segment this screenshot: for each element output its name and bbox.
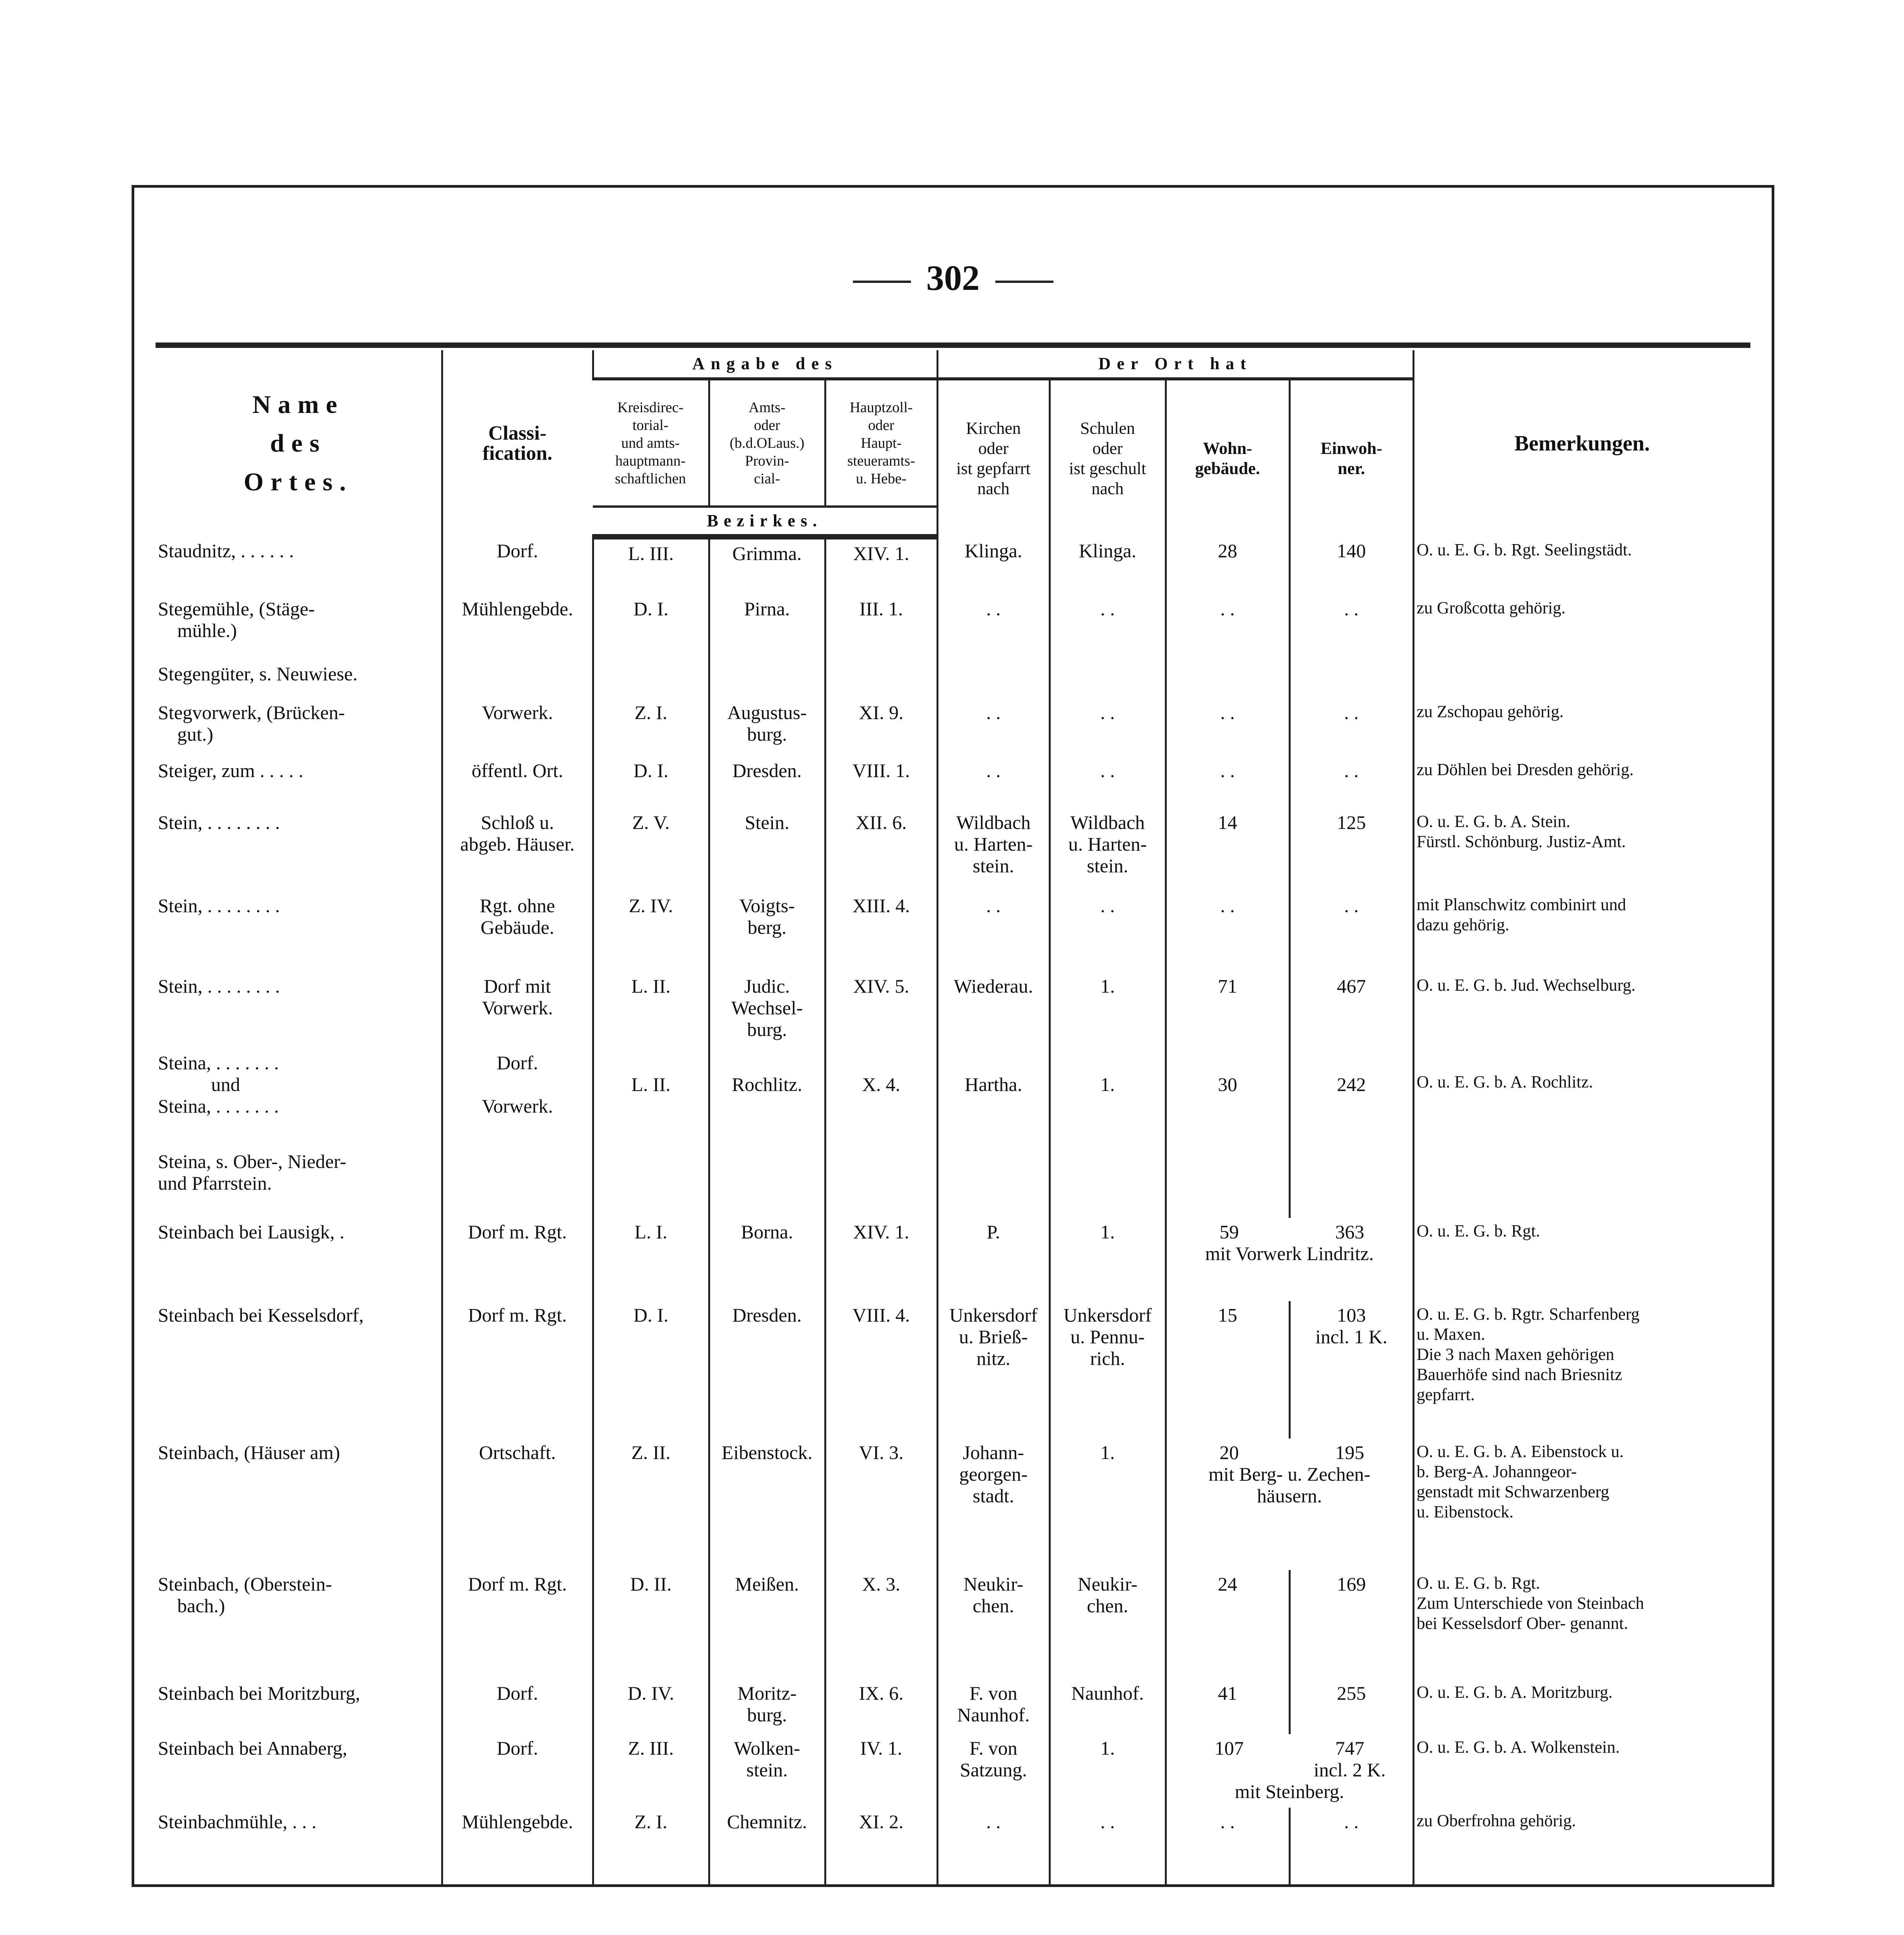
table-row — [156, 1438, 1750, 1570]
einwohner-value: 747 incl. 2 K. — [1313, 1737, 1386, 1781]
cell-einw: . . — [1289, 757, 1413, 808]
cell-einw: 169 — [1289, 1570, 1413, 1679]
cell-einw: . . — [1289, 595, 1413, 660]
cell-haupt: VI. 3. — [825, 1438, 937, 1570]
cell-cls: Ortschaft. — [442, 1438, 593, 1570]
page-number — [134, 257, 1772, 298]
cell-kirchen: . . — [937, 699, 1050, 757]
col-haupt: Hauptzoll- oder Haupt- steueramts- u. Hebe- — [825, 379, 937, 507]
cell-einw: . . — [1289, 892, 1413, 972]
cell-haupt: XI. 9. — [825, 699, 937, 757]
cell-wohn: . . — [1166, 757, 1289, 808]
cell-name: Steinbach bei Kesselsdorf, — [158, 1304, 364, 1326]
cell-einw: . . — [1289, 1808, 1413, 1884]
col-schulen: Schulen oder ist geschult nach — [1050, 379, 1166, 537]
cell-amts: Eibenstock. — [709, 1438, 825, 1570]
cell-bem: mit Planschwitz combinirt und dazu gehörig. — [1413, 892, 1750, 972]
cell-schulen: Wildbach u. Harten- stein. — [1050, 808, 1166, 892]
cell-schulen: . . — [1050, 595, 1166, 660]
table-row — [156, 1734, 1750, 1808]
cell-bem: O. u. E. G. b. A. Wolkenstein. — [1413, 1734, 1750, 1808]
col-kreis: Kreisdirec- torial- und amts- hauptmann- schaftlichen — [615, 399, 686, 487]
cell-haupt: IV. 1. — [825, 1734, 937, 1808]
cell-bem: O. u. E. G. b. A. Eibenstock u. b. Berg-A. Johanngeor- genstadt mit Schwarzenberg u. Eibenstock. — [1413, 1438, 1750, 1570]
cell-name: Steinbach bei Annaberg, — [158, 1737, 348, 1759]
cell-einw: . . — [1289, 699, 1413, 757]
cell-cls: Dorf. — [442, 537, 593, 595]
population-note: mit Berg- u. Zechen- häusern. — [1208, 1463, 1371, 1507]
cell-amts: Voigts- berg. — [709, 892, 825, 972]
cell-kirchen: Hartha. — [937, 1049, 1050, 1147]
cell-name: Steinbach bei Moritzburg, — [158, 1682, 360, 1704]
cell-cls: Dorf. Vorwerk. — [442, 1049, 593, 1147]
table-row — [156, 892, 1750, 972]
cell-name: Steina, . . . . . . . und Steina, . . . . . . . — [158, 1052, 279, 1117]
header-top-rule — [156, 342, 1750, 348]
wohngebaeude-value: 107 — [1214, 1737, 1244, 1759]
cell-cls: Vorwerk. — [442, 699, 593, 757]
cell-amts: Judic. Wechsel- burg. — [709, 972, 825, 1049]
cell-bem: zu Oberfrohna gehörig. — [1413, 1808, 1750, 1884]
cell-cls: Dorf. — [442, 1734, 593, 1808]
cell-schulen — [1050, 660, 1166, 699]
group-angabe: Angabe des — [593, 350, 937, 379]
cell-bem: O. u. E. G. b. Rgt. — [1413, 1218, 1750, 1301]
cell-kirchen: Wildbach u. Harten- stein. — [937, 808, 1050, 892]
table-row — [156, 1679, 1750, 1734]
cell-wohn: 14 — [1166, 808, 1289, 892]
cell-einw: 103 incl. 1 K. — [1289, 1301, 1413, 1438]
cell-einw: 242 — [1289, 1049, 1413, 1147]
cell-cls: Dorf m. Rgt. — [442, 1570, 593, 1679]
cell-cls: Mühlengebde. — [442, 1808, 593, 1884]
cell-name: Stein, . . . . . . . . — [158, 895, 280, 916]
cell-bem: O. u. E. G. b. A. Moritzburg. — [1413, 1679, 1750, 1734]
cell-kreis: L. I. — [593, 1218, 709, 1301]
cell-kirchen: Unkersdorf u. Brieß- nitz. — [937, 1301, 1050, 1438]
table-row — [156, 699, 1750, 757]
col-amts: Amts- oder (b.d.OLaus.) Provin- cial- — [709, 379, 825, 507]
table-row — [156, 1147, 1750, 1218]
cell-kirchen — [937, 660, 1050, 699]
einwohner-value: 363 — [1335, 1221, 1365, 1243]
cell-kreis: Z. V. — [593, 808, 709, 892]
cell-amts: Meißen. — [709, 1570, 825, 1679]
table-row — [156, 1808, 1750, 1884]
cell-wohn: . . — [1166, 1808, 1289, 1884]
cell-bem: O. u. E. G. b. A. Rochlitz. — [1413, 1049, 1750, 1147]
cell-einw: 467 — [1289, 972, 1413, 1049]
einwohner-value: 195 — [1335, 1442, 1365, 1463]
cell-kirchen: . . — [937, 757, 1050, 808]
cell-cls: Dorf m. Rgt. — [442, 1218, 593, 1301]
cell-amts: Grimma. — [709, 537, 825, 595]
cell-name: Steina, s. Ober-, Nieder- und Pfarrstein. — [158, 1151, 346, 1194]
cell-wohn: 30 — [1166, 1049, 1289, 1147]
cell-name: Stegvorwerk, (Brücken- gut.) — [158, 702, 345, 745]
cell-kreis: L. II. — [593, 972, 709, 1049]
cell-schulen — [1050, 1147, 1166, 1218]
col-classification: Classi- fication. — [442, 350, 593, 537]
cell-kirchen: Wiederau. — [937, 972, 1050, 1049]
cell-kreis — [593, 1147, 709, 1218]
cell-wohn: . . — [1166, 699, 1289, 757]
cell-cls: öffentl. Ort. — [442, 757, 593, 808]
cell-wohn: 15 — [1166, 1301, 1289, 1438]
cell-bem: zu Zschopau gehörig. — [1413, 699, 1750, 757]
cell-einw — [1289, 1147, 1413, 1218]
cell-amts: Borna. — [709, 1218, 825, 1301]
wohngebaeude-value: 20 — [1219, 1442, 1239, 1463]
cell-wohn — [1166, 1218, 1413, 1301]
table-row — [156, 1301, 1750, 1438]
cell-haupt: XII. 6. — [825, 808, 937, 892]
cell-haupt: VIII. 1. — [825, 757, 937, 808]
places-table — [156, 350, 1750, 1884]
cell-einw: 140 — [1289, 537, 1413, 595]
cell-kreis: D. I. — [593, 595, 709, 660]
cell-wohn — [1166, 1734, 1413, 1808]
cell-bem — [1413, 1147, 1750, 1218]
cell-cls — [442, 1147, 593, 1218]
table-row — [156, 660, 1750, 699]
cell-haupt: VIII. 4. — [825, 1301, 937, 1438]
page-frame — [132, 185, 1774, 1887]
table-row — [156, 808, 1750, 892]
cell-schulen: . . — [1050, 892, 1166, 972]
cell-kreis: Z. IV. — [593, 892, 709, 972]
cell-wohn: 28 — [1166, 537, 1289, 595]
cell-haupt: XIII. 4. — [825, 892, 937, 972]
cell-bem — [1413, 660, 1750, 699]
cell-amts: Pirna. — [709, 595, 825, 660]
cell-kirchen: F. von Naunhof. — [937, 1679, 1050, 1734]
cell-cls: Mühlengebde. — [442, 595, 593, 660]
cell-wohn: . . — [1166, 595, 1289, 660]
cell-wohn — [1166, 1438, 1413, 1570]
cell-amts: Stein. — [709, 808, 825, 892]
cell-kreis: D. II. — [593, 1570, 709, 1679]
cell-cls: Rgt. ohne Gebäude. — [442, 892, 593, 972]
cell-amts: Moritz- burg. — [709, 1679, 825, 1734]
cell-einw: 255 — [1289, 1679, 1413, 1734]
cell-amts: Dresden. — [709, 1301, 825, 1438]
cell-name: Stein, . . . . . . . . — [158, 812, 280, 833]
cell-schulen: 1. — [1050, 1049, 1166, 1147]
cell-haupt — [825, 660, 937, 699]
cell-schulen: . . — [1050, 699, 1166, 757]
cell-haupt: IX. 6. — [825, 1679, 937, 1734]
cell-cls: Schloß u. abgeb. Häuser. — [442, 808, 593, 892]
cell-cls — [442, 660, 593, 699]
cell-name: Steiger, zum . . . . . — [158, 760, 303, 781]
cell-kreis: Z. II. — [593, 1438, 709, 1570]
cell-schulen: . . — [1050, 757, 1166, 808]
cell-schulen: 1. — [1050, 1734, 1166, 1808]
cell-bem: O. u. E. G. b. Rgt. Seelingstädt. — [1413, 537, 1750, 595]
cell-kreis: D. I. — [593, 757, 709, 808]
cell-haupt: XI. 2. — [825, 1808, 937, 1884]
cell-kirchen: Johann- georgen- stadt. — [937, 1438, 1050, 1570]
table-row — [156, 595, 1750, 660]
cell-name: Stegemühle, (Stäge- mühle.) — [158, 598, 315, 641]
cell-name: Stegengüter, s. Neuwiese. — [158, 663, 358, 685]
cell-kirchen: Klinga. — [937, 537, 1050, 595]
cell-name: Steinbachmühle, . . . — [158, 1811, 317, 1832]
cell-name: Steinbach, (Häuser am) — [158, 1442, 340, 1463]
table-row — [156, 1218, 1750, 1301]
cell-haupt: XIV. 5. — [825, 972, 937, 1049]
group-ort-hat: Der Ort hat — [937, 350, 1413, 379]
cell-cls: Dorf mit Vorwerk. — [442, 972, 593, 1049]
cell-schulen: Klinga. — [1050, 537, 1166, 595]
col-remarks: Bemerkungen. — [1413, 350, 1750, 537]
cell-kreis: Z. III. — [593, 1734, 709, 1808]
cell-wohn: 71 — [1166, 972, 1289, 1049]
cell-kirchen: . . — [937, 892, 1050, 972]
cell-name: Stein, . . . . . . . . — [158, 975, 280, 997]
cell-kirchen: Neukir- chen. — [937, 1570, 1050, 1679]
cell-bem: O. u. E. G. b. A. Stein. Fürstl. Schönburg. Justiz-Amt. — [1413, 808, 1750, 892]
cell-kirchen: . . — [937, 595, 1050, 660]
cell-bem: O. u. E. G. b. Jud. Wechselburg. — [1413, 972, 1750, 1049]
cell-cls: Dorf. — [442, 1679, 593, 1734]
cell-amts — [709, 660, 825, 699]
cell-haupt: XIV. 1. — [825, 537, 937, 595]
col-kirchen: Kirchen oder ist gepfarrt nach — [937, 379, 1050, 537]
cell-wohn — [1166, 660, 1289, 699]
cell-kreis — [593, 660, 709, 699]
cell-schulen: 1. — [1050, 1218, 1166, 1301]
bezirk-label: Bezirkes. — [593, 507, 937, 537]
table-row — [156, 1049, 1750, 1147]
cell-bem: O. u. E. G. b. Rgt. Zum Unterschiede von Steinbach bei Kesselsdorf Ober- genannt. — [1413, 1570, 1750, 1679]
cell-name: Steinbach, (Oberstein- bach.) — [158, 1573, 332, 1616]
cell-schulen: Unkersdorf u. Pennu- rich. — [1050, 1301, 1166, 1438]
cell-amts: Dresden. — [709, 757, 825, 808]
cell-amts: Wolken- stein. — [709, 1734, 825, 1808]
cell-einw: 125 — [1289, 808, 1413, 892]
cell-bem: O. u. E. G. b. Rgtr. Scharfenberg u. Maxen. Die 3 nach Maxen gehörigen Bauerhöfe sind nach Briesnitz gepfarrt. — [1413, 1301, 1750, 1438]
col-wohngebaeude: Wohn- gebäude. — [1166, 379, 1289, 537]
cell-schulen: . . — [1050, 1808, 1166, 1884]
col-name: Name des Ortes. — [243, 390, 353, 496]
cell-amts: Rochlitz. — [709, 1049, 825, 1147]
cell-haupt: III. 1. — [825, 595, 937, 660]
cell-einw — [1289, 660, 1413, 699]
cell-schulen: Neukir- chen. — [1050, 1570, 1166, 1679]
cell-wohn: 41 — [1166, 1679, 1289, 1734]
cell-kreis: Z. I. — [593, 699, 709, 757]
table-row — [156, 972, 1750, 1049]
cell-name: Staudnitz, . . . . . . — [158, 540, 294, 562]
cell-kreis: D. IV. — [593, 1679, 709, 1734]
table-row — [156, 1570, 1750, 1679]
cell-kreis: L. III. — [593, 537, 709, 595]
population-note: mit Steinberg. — [1235, 1781, 1344, 1802]
cell-wohn — [1166, 1147, 1289, 1218]
cell-amts: Chemnitz. — [709, 1808, 825, 1884]
cell-kirchen: . . — [937, 1808, 1050, 1884]
cell-haupt: XIV. 1. — [825, 1218, 937, 1301]
cell-haupt: X. 4. — [825, 1049, 937, 1147]
cell-kreis: L. II. — [593, 1049, 709, 1147]
cell-wohn: 24 — [1166, 1570, 1289, 1679]
cell-schulen: Naunhof. — [1050, 1679, 1166, 1734]
cell-haupt — [825, 1147, 937, 1218]
cell-kirchen: F. von Satzung. — [937, 1734, 1050, 1808]
cell-schulen: 1. — [1050, 1438, 1166, 1570]
col-einwohner: Einwoh- ner. — [1289, 379, 1413, 537]
table-row — [156, 757, 1750, 808]
cell-bem: zu Döhlen bei Dresden gehörig. — [1413, 757, 1750, 808]
table-row — [156, 537, 1750, 595]
wohngebaeude-value: 59 — [1219, 1221, 1239, 1243]
page-number-text: 302 — [926, 258, 980, 298]
cell-kirchen — [937, 1147, 1050, 1218]
cell-schulen: 1. — [1050, 972, 1166, 1049]
cell-amts — [709, 1147, 825, 1218]
cell-name: Steinbach bei Lausigk, . — [158, 1221, 344, 1243]
population-note: mit Vorwerk Lindritz. — [1205, 1243, 1374, 1264]
cell-amts: Augustus- burg. — [709, 699, 825, 757]
cell-haupt: X. 3. — [825, 1570, 937, 1679]
cell-kirchen: P. — [937, 1218, 1050, 1301]
cell-kreis: D. I. — [593, 1301, 709, 1438]
cell-bem: zu Großcotta gehörig. — [1413, 595, 1750, 660]
cell-wohn: . . — [1166, 892, 1289, 972]
cell-kreis: Z. I. — [593, 1808, 709, 1884]
cell-cls: Dorf m. Rgt. — [442, 1301, 593, 1438]
